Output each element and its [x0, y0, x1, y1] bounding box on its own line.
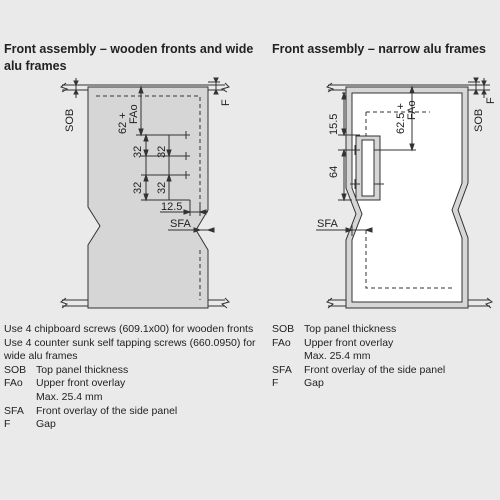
left-front-panel — [88, 87, 208, 308]
left-sfa-label: SFA — [170, 218, 191, 230]
legend-def: Upper front overlay — [304, 336, 394, 349]
left-dim-12-5-label: 12.5 — [161, 201, 183, 213]
right-sob-marker — [482, 78, 486, 98]
legend-abbr: F — [4, 418, 11, 431]
left-dim-62-label: 62 + — [117, 112, 129, 134]
legend-def: Max. 25.4 mm — [304, 350, 371, 363]
legend-def: Gap — [36, 418, 56, 431]
left-legend-row — [4, 364, 266, 378]
left-dim-32-label-a: 32 — [132, 145, 144, 158]
right-sfa-label: SFA — [317, 218, 338, 230]
right-sob-label: SOB — [473, 108, 485, 132]
legend-abbr: SOB — [4, 363, 27, 376]
left-legend-row — [4, 405, 266, 419]
left-note-2: Use 4 counter sunk self tapping screws (660.0950) for wide alu frames — [4, 336, 256, 363]
legend-abbr — [272, 350, 304, 364]
left-sob-label: SOB — [64, 108, 76, 132]
legend-def: Top panel thickness — [304, 323, 397, 335]
legend-def: Front overlay of the side panel — [36, 404, 178, 417]
right-gap-marker — [468, 78, 480, 94]
legend-def: Max. 25.4 mm — [36, 390, 103, 403]
left-note-1: Use 4 chipboard screws (609.1x00) for wooden fronts — [4, 323, 254, 335]
right-dim-15-5-label: 15.5 — [328, 113, 340, 135]
left-f-label: F — [220, 99, 232, 106]
left-panel-title: Front assembly – wooden fronts and wide alu frames — [4, 42, 254, 73]
right-legend-row — [272, 323, 498, 337]
left-legend-row — [4, 391, 266, 405]
legend-abbr: SFA — [272, 363, 292, 376]
legend-abbr: FAo — [272, 336, 291, 349]
legend-def: Top panel thickness — [36, 363, 129, 376]
right-legend-row — [272, 350, 498, 364]
left-notes — [4, 323, 266, 432]
legend-abbr: SOB — [272, 323, 295, 335]
left-dim-32-label-d: 32 — [156, 181, 168, 194]
left-dim-fao-label: FAo — [128, 104, 140, 124]
left-gap-marker — [208, 78, 220, 94]
left-sob-marker — [70, 78, 88, 98]
legend-def: Gap — [304, 377, 324, 390]
legend-abbr — [4, 391, 36, 405]
left-legend-row — [4, 377, 266, 391]
right-legend-row — [272, 364, 498, 378]
legend-def: Upper front overlay — [36, 377, 126, 390]
right-dim-fao-label: FAo — [406, 100, 418, 120]
left-dim-32-label-b: 32 — [156, 145, 168, 158]
left-drawing — [61, 78, 229, 308]
legend-abbr: F — [272, 377, 279, 390]
left-dim-32-label-c: 32 — [132, 181, 144, 194]
right-panel-title: Front assembly – narrow alu frames — [272, 42, 486, 56]
legend-abbr: FAo — [4, 377, 23, 390]
legend-def: Front overlay of the side panel — [304, 363, 446, 376]
right-f-label: F — [485, 97, 497, 104]
left-legend-row — [4, 418, 266, 432]
right-legend-row — [272, 337, 498, 351]
right-notes — [272, 323, 498, 391]
right-dim-62-5-label: 62.5 + — [395, 103, 407, 134]
right-legend-row — [272, 377, 498, 391]
right-dim-64-label: 64 — [328, 165, 340, 178]
legend-abbr: SFA — [4, 404, 24, 417]
